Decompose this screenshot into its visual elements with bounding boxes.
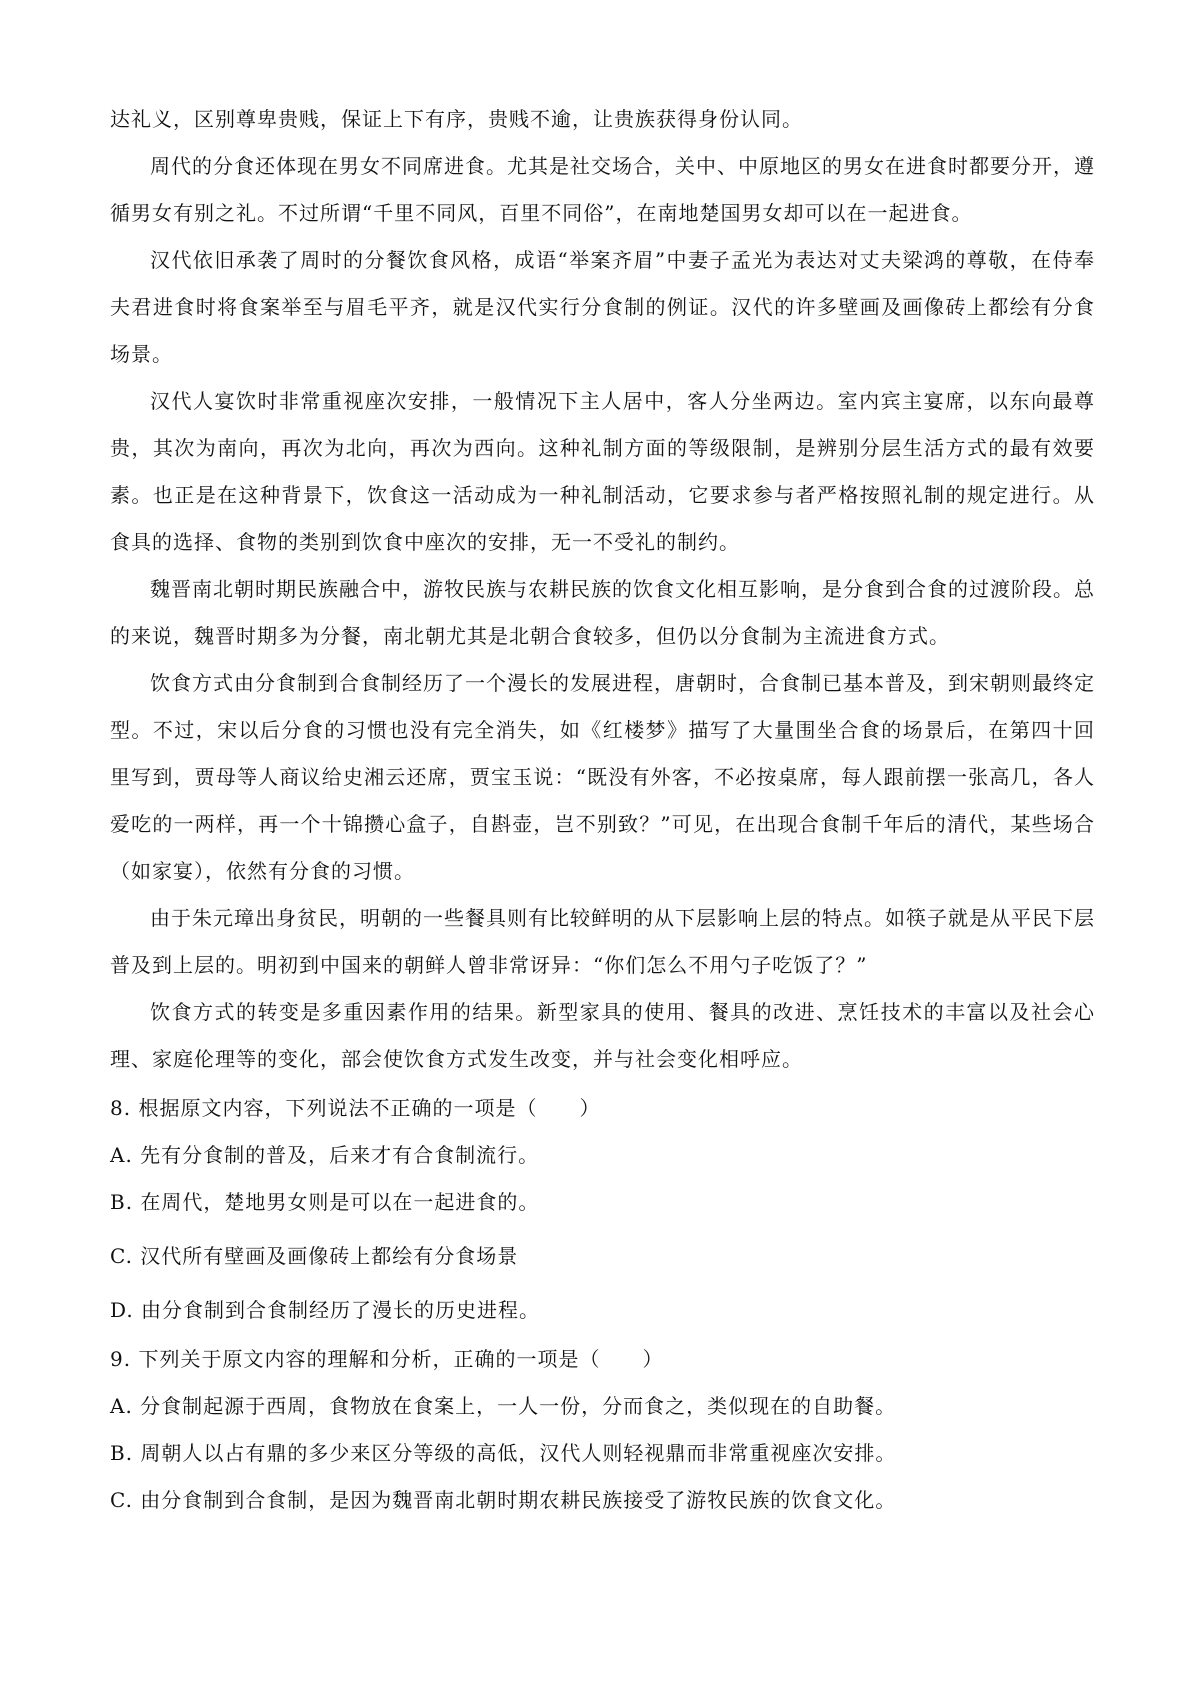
question-9-option-c[interactable]: C. 由分食制到合食制，是因为魏晋南北朝时期农耕民族接受了游牧民族的饮食文化。 [110,1488,897,1512]
question-9 [110,1336,1095,1524]
passage-paragraph-gender-seating: 周代的分食还体现在男女不同席进食。尤其是社交场合，关中、中原地区的男女在进食时都要分开，遵循男女有别之礼。不过所谓“千里不同风，百里不同俗”，在南地楚国男女却可以在一起进食。 [110,154,1095,225]
passage-paragraph-continued: 达礼义，区别尊卑贵贱，保证上下有序，贵贱不逾，让贵族获得身份认同。 [110,107,803,131]
question-9-option-a[interactable]: A. 分食制起源于西周，食物放在食案上，一人一份，分而食之，类似现在的自助餐。 [110,1394,897,1418]
question-9-stem: 9. 下列关于原文内容的理解和分析，正确的一项是（ ） [110,1347,664,1371]
passage-paragraph-han-dynasty: 汉代依旧承袭了周时的分餐饮食风格，成语“举案齐眉”中妻子孟光为表达对丈夫梁鸿的尊敬，在侍奉夫君进食时将食案举至与眉毛平齐，就是汉代实行分食制的例证。汉代的许多壁画及画像砖上都绘有分食场景。 [110,248,1095,366]
passage-paragraph-seating-order: 汉代人宴饮时非常重视座次安排，一般情况下主人居中，客人分坐两边。室内宾主宴席，以东向最尊贵，其次为南向，再次为北向，再次为西向。这种礼制方面的等级限制，是辨别分层生活方式的最有效要素。也正是在这种背景下，饮食这一活动成为一种礼制活动，它要求参与者严格按照礼制的规定进行。从食具的选择、食物的类别到饮食中座次的安排，无一不受礼的制约。 [110,389,1095,554]
question-8-stem: 8. 根据原文内容，下列说法不正确的一项是（ ） [110,1096,601,1120]
passage-paragraph-conclusion: 饮食方式的转变是多重因素作用的结果。新型家具的使用、餐具的改进、烹饪技术的丰富以及社会心理、家庭伦理等的变化，部会使饮食方式发生改变，并与社会变化相呼应。 [110,1000,1095,1071]
passage-paragraph-tang-song: 饮食方式由分食制到合食制经历了一个漫长的发展进程，唐朝时，合食制已基本普及，到宋朝则最终定型。不过，宋以后分食的习惯也没有完全消失，如《红楼梦》描写了大量围坐合食的场景后，在第四十回里写到，贾母等人商议给史湘云还席，贾宝玉说：“既没有外客，不必按桌席，每人跟前摆一张高几，各人爱吃的一两样，再一个十锦攒心盒子，自斟壶，岂不别致？”可见，在出现合食制千年后的清代，某些场合（如家宴），依然有分食的习惯。 [110,671,1095,883]
passage-paragraph-ming: 由于朱元璋出身贫民，明朝的一些餐具则有比较鲜明的从下层影响上层的特点。如筷子就是从平民下层普及到上层的。明初到中国来的朝鲜人曾非常讶异：“你们怎么不用勺子吃饭了？” [110,906,1095,977]
question-8 [110,1085,1095,1334]
question-9-option-b[interactable]: B. 周朝人以占有鼎的多少来区分等级的高低，汉代人则轻视鼎而非常重视座次安排。 [110,1441,897,1465]
document-content [110,96,1095,1524]
question-8-option-a[interactable]: A. 先有分食制的普及，后来才有合食制流行。 [110,1143,540,1167]
question-8-option-d[interactable]: D. 由分食制到合食制经历了漫长的历史进程。 [110,1298,541,1322]
passage-paragraph-wei-jin: 魏晋南北朝时期民族融合中，游牧民族与农耕民族的饮食文化相互影响，是分食到合食的过渡阶段。总的来说，魏晋时期多为分餐，南北朝尤其是北朝合食较多，但仍以分食制为主流进食方式。 [110,577,1095,648]
question-8-option-b[interactable]: B. 在周代，楚地男女则是可以在一起进食的。 [110,1190,540,1214]
question-8-option-c[interactable]: C. 汉代所有壁画及画像砖上都绘有分食场景 [110,1244,519,1268]
